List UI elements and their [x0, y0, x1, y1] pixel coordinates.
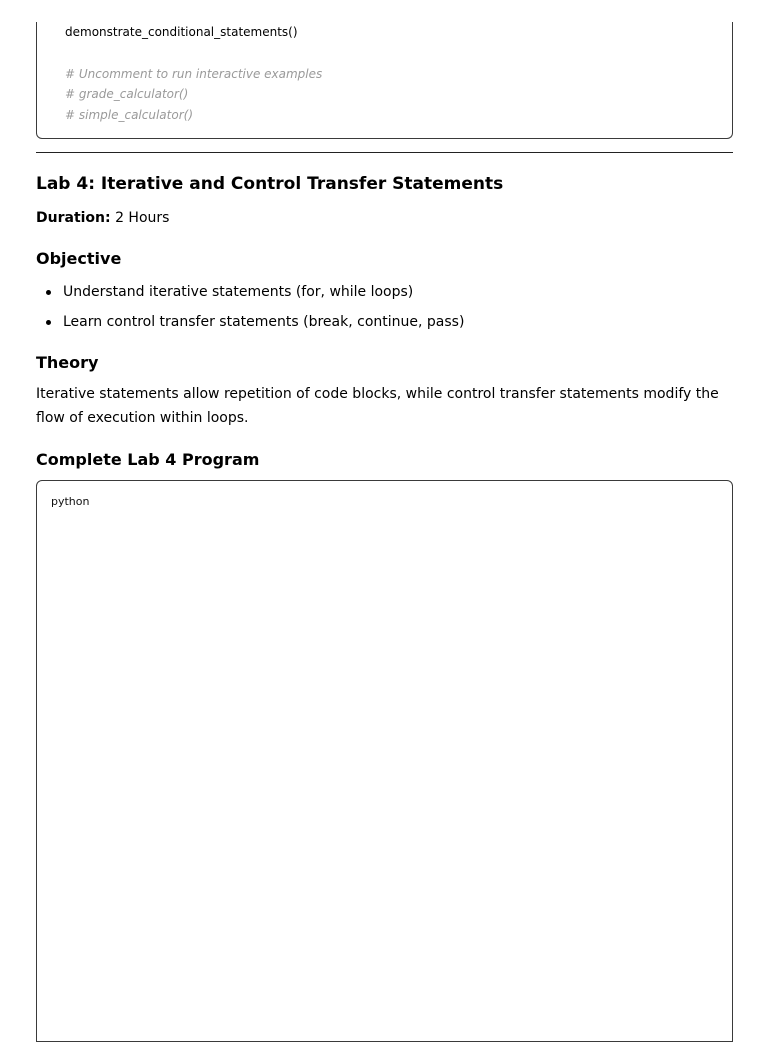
code-language-label: python [51, 495, 90, 508]
program-heading: Complete Lab 4 Program [36, 450, 260, 469]
objective-list [36, 282, 733, 342]
theory-paragraph: Iterative statements allow repetition of code blocks, while control transfer statements modify the flow of execution within loops. [36, 386, 719, 426]
code-comment-line: # Uncomment to run interactive examples [65, 67, 323, 81]
objective-text: Understand iterative statements (for, while loops) [63, 284, 414, 300]
code-line-call: demonstrate_conditional_statements() [65, 25, 298, 39]
objective-heading: Objective [36, 249, 122, 268]
previous-code-block [36, 22, 733, 139]
duration-value: 2 Hours [110, 210, 170, 226]
duration-label: Duration: [36, 210, 111, 226]
code-comment-line: # grade_calculator() [65, 87, 189, 101]
lab-title: Lab 4: Iterative and Control Transfer Statements [36, 174, 504, 194]
duration-line [36, 206, 733, 230]
list-item [36, 282, 733, 302]
list-item [36, 312, 733, 332]
horizontal-divider [36, 152, 733, 153]
program-code-block [36, 480, 733, 1042]
bullet-icon [46, 320, 51, 325]
code-comment-line: # simple_calculator() [65, 108, 193, 122]
theory-heading: Theory [36, 353, 99, 372]
bullet-icon [46, 290, 51, 295]
objective-text: Learn control transfer statements (break, continue, pass) [63, 314, 465, 330]
